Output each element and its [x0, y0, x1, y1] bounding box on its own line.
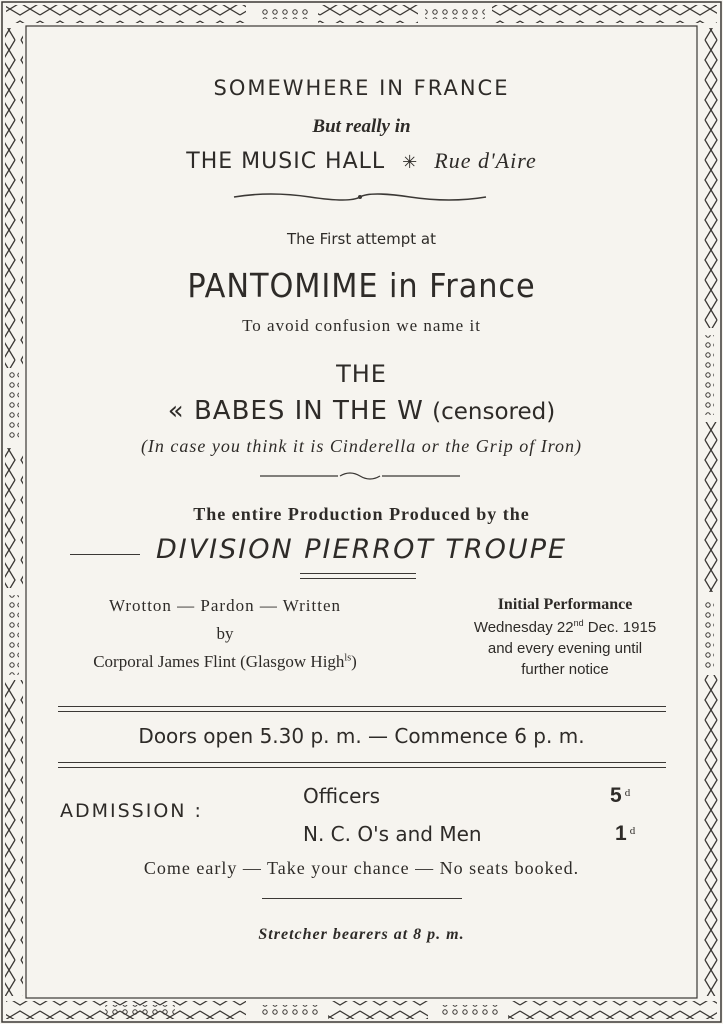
come-early-line: Come early — Take your chance — No seats booked.: [143, 858, 580, 878]
ornament-divider: [260, 470, 460, 482]
venue-line: [30, 148, 693, 174]
street-name: Rue d'Aire: [434, 148, 537, 173]
performance-column: [430, 596, 700, 678]
playbill: [30, 30, 693, 994]
troupe-underline-1: [300, 573, 416, 574]
price-unit: d: [624, 786, 631, 799]
doors-rule-top-2: [58, 711, 666, 712]
admission-price-officers: [610, 784, 630, 808]
admission-label: ADMISSION :: [60, 800, 203, 822]
performance-line3: further notice: [521, 661, 609, 678]
title-the: THE: [336, 360, 387, 388]
confusion-line: To avoid confusion we name it: [242, 316, 481, 335]
but-really-line: But really in: [312, 116, 411, 137]
troupe-name: DIVISION PIERROT TROUPE: [155, 534, 568, 565]
flourish-divider: [230, 190, 490, 204]
venue-name: THE MUSIC HALL: [186, 149, 386, 174]
author-line: [40, 652, 410, 672]
troupe-underline-2: [300, 578, 416, 579]
price-value: 1: [615, 822, 627, 845]
title-censored: (censored): [432, 399, 556, 425]
footer-rule: [262, 898, 462, 899]
author-close: ): [351, 652, 357, 671]
title-subtitle: (In case you think it is Cinderella or the Grip of Iron): [140, 436, 583, 456]
price-value: 5: [610, 784, 622, 807]
admission-class-officers: Officers: [303, 784, 381, 808]
headline: PANTOMIME in France: [187, 266, 536, 305]
author-sup: ls: [344, 652, 352, 664]
title-main: « BABES IN THE W: [167, 396, 424, 426]
location-line: SOMEWHERE IN FRANCE: [213, 76, 510, 100]
doors-line: Doors open 5.30 p. m. — Commence 6 p. m.: [138, 724, 585, 748]
production-line: The entire Production Produced by the: [193, 504, 530, 524]
written-line: Wrotton — Pardon — Written: [108, 596, 342, 615]
credits-column: [40, 596, 410, 672]
admission-price-men: [615, 822, 635, 846]
doors-rule-bottom-1: [58, 762, 666, 763]
performance-date: [430, 618, 700, 636]
title-line: [30, 396, 693, 426]
asterisk-icon: ✳: [402, 152, 418, 173]
date-sup: nd: [573, 618, 584, 628]
performance-heading: Initial Performance: [497, 596, 633, 613]
first-attempt-line: The First attempt at: [286, 230, 437, 248]
doors-rule-bottom-2: [58, 767, 666, 768]
admission-class-men: N. C. O's and Men: [303, 822, 482, 846]
doors-rule-top-1: [58, 706, 666, 707]
performance-line2: and every evening until: [487, 640, 643, 657]
stretcher-line: Stretcher bearers at 8 p. m.: [258, 926, 465, 943]
date-day: Wednesday 22: [473, 619, 574, 636]
by-line: by: [216, 624, 234, 643]
price-unit: d: [629, 824, 636, 837]
author-name: Corporal James Flint (Glasgow High: [93, 652, 345, 671]
date-rest: Dec. 1915: [587, 619, 657, 636]
